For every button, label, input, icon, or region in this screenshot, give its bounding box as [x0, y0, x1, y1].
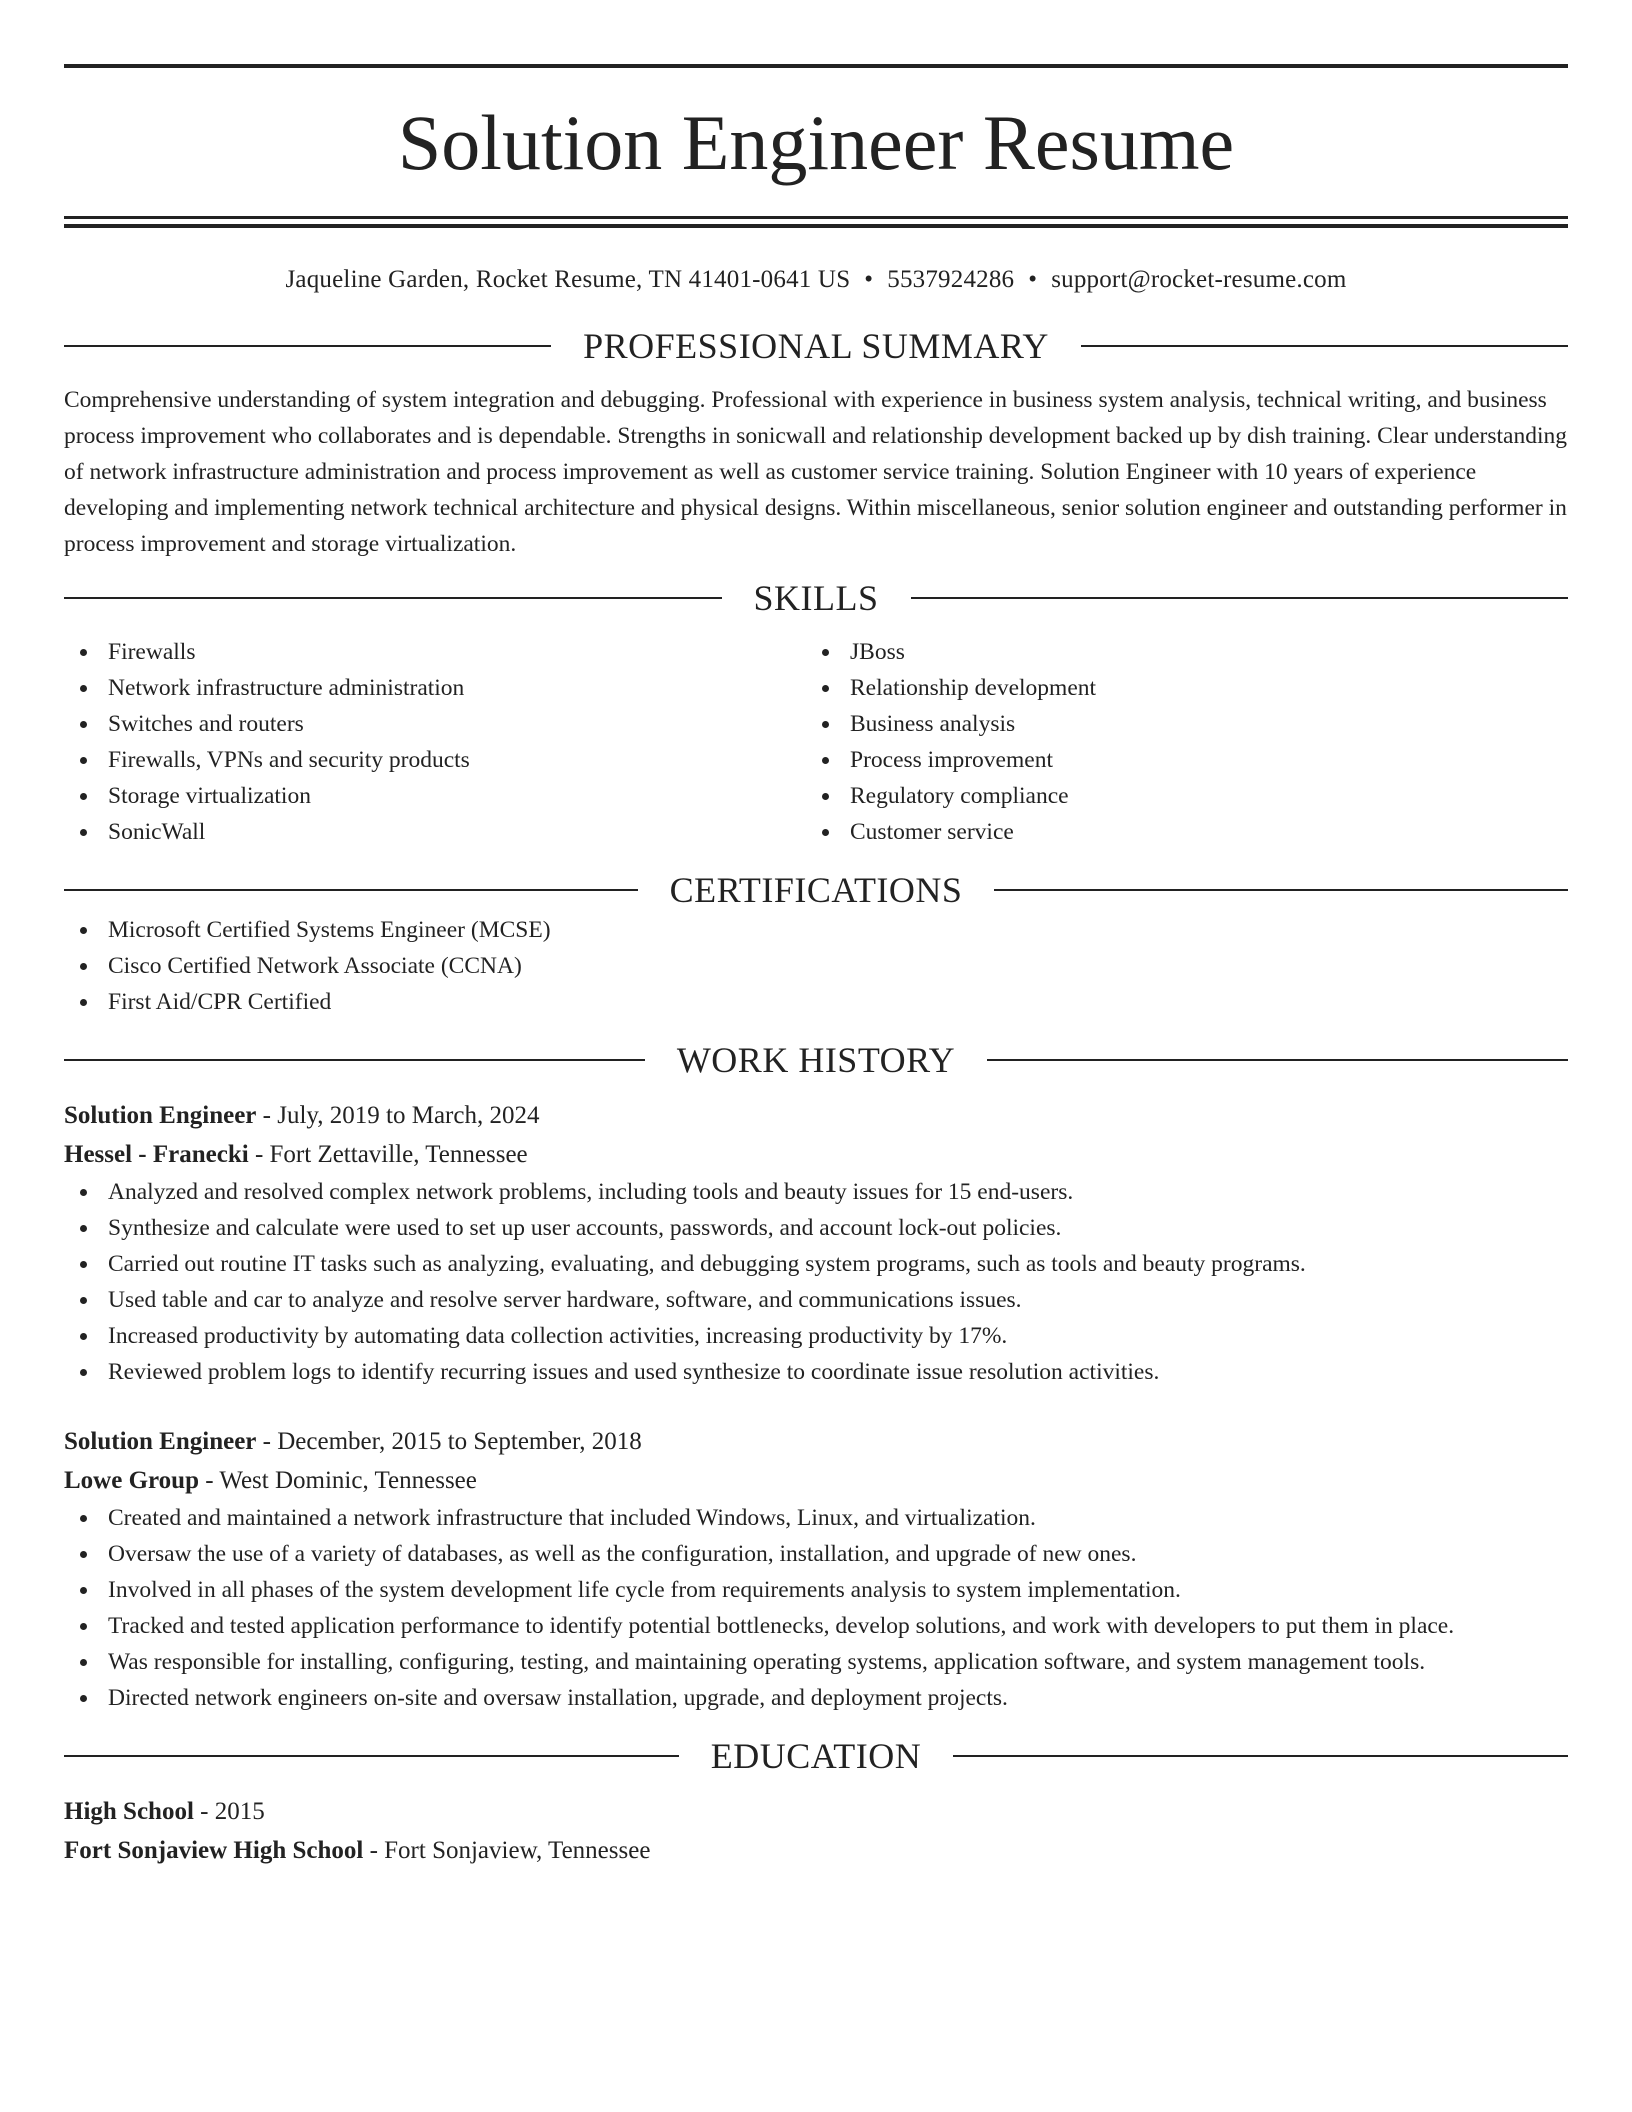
skill-item: Regulatory compliance	[806, 778, 1548, 814]
skill-item: Firewalls, VPNs and security products	[64, 742, 806, 778]
skill-item: Business analysis	[806, 706, 1548, 742]
heading-rule-left	[64, 345, 551, 347]
contact-separator: •	[864, 266, 874, 293]
section-title: CERTIFICATIONS	[669, 870, 963, 910]
skill-item: Firewalls	[64, 634, 806, 670]
job-title: Solution Engineer	[64, 1102, 257, 1129]
skills-column-right	[806, 634, 1548, 850]
job-company: Hessel - Franecki	[64, 1141, 249, 1168]
top-rule	[64, 64, 1568, 68]
skill-item: Switches and routers	[64, 706, 806, 742]
job-bullet: Directed network engineers on-site and oversaw installation, upgrade, and deployment projects.	[64, 1680, 1568, 1716]
education-year: - 2015	[193, 1798, 265, 1825]
contact-line	[64, 264, 1568, 296]
heading-rule-right	[911, 597, 1569, 599]
heading-rule-left	[64, 597, 722, 599]
section-heading-education	[64, 1734, 1568, 1778]
section-title: EDUCATION	[710, 1736, 922, 1776]
job-bullet: Analyzed and resolved complex network problems, including tools and beauty issues for 15 end-users.	[64, 1174, 1568, 1210]
skill-item: Process improvement	[806, 742, 1548, 778]
job-location: - West Dominic, Tennessee	[198, 1467, 477, 1494]
job-bullet: Was responsible for installing, configuring, testing, and maintaining operating systems, application software, and system management tools.	[64, 1644, 1568, 1680]
job-dates: - December, 2015 to September, 2018	[256, 1428, 642, 1455]
heading-rule-right	[987, 1059, 1568, 1061]
job-bullet: Carried out routine IT tasks such as analyzing, evaluating, and debugging system programs, such as tools and beauty programs.	[64, 1246, 1568, 1282]
job-bullet: Reviewed problem logs to identify recurring issues and used synthesize to coordinate issue resolution activities.	[64, 1354, 1568, 1390]
contact-phone: 5537924286	[887, 266, 1015, 293]
job-entry	[64, 1422, 1568, 1716]
certifications-list	[64, 912, 1568, 1020]
section-title: WORK HISTORY	[676, 1040, 956, 1080]
skills-column-left	[64, 634, 806, 850]
title-double-rule	[64, 216, 1568, 228]
education-entry	[64, 1792, 1568, 1870]
page-title: Solution Engineer Resume	[397, 99, 1235, 186]
heading-rule-right	[953, 1755, 1568, 1757]
certification-item: First Aid/CPR Certified	[64, 984, 1568, 1020]
heading-rule-right	[994, 889, 1568, 891]
certification-item: Microsoft Certified Systems Engineer (MCSE)	[64, 912, 1568, 948]
job-title-line	[64, 1096, 1568, 1135]
heading-rule-left	[64, 889, 638, 891]
job-bullet: Increased productivity by automating data collection activities, increasing productivity by 17%.	[64, 1318, 1568, 1354]
skill-item: Relationship development	[806, 670, 1548, 706]
job-dates: - July, 2019 to March, 2024	[256, 1102, 540, 1129]
job-location: - Fort Zettaville, Tennessee	[248, 1141, 528, 1168]
job-bullet: Tracked and tested application performance to identify potential bottlenecks, develop solutions, and work with developers to put them in place.	[64, 1608, 1568, 1644]
education-location: - Fort Sonjaview, Tennessee	[363, 1837, 651, 1864]
job-bullets	[64, 1500, 1568, 1716]
education-school-line	[64, 1831, 1568, 1870]
contact-address: Jaqueline Garden, Rocket Resume, TN 41401-0641 US	[285, 266, 851, 293]
job-bullet: Created and maintained a network infrastructure that included Windows, Linux, and virtualization.	[64, 1500, 1568, 1536]
summary-text: Comprehensive understanding of system integration and debugging. Professional with experience in business system analysis, technical writing, and business process improvement who collaborates and is dependable. Strengths in sonicwall and relationship development backed up by dish training. Clear understanding of network infrastructure administration and process improvement as well as customer service training. Solution Engineer with 10 years of experience developing and implementing network technical architecture and physical designs. Within miscellaneous, senior solution engineer and outstanding performer in process improvement and storage virtualization.	[64, 387, 1567, 557]
heading-rule-left	[64, 1059, 645, 1061]
section-heading-work-history	[64, 1038, 1568, 1082]
skill-item: Storage virtualization	[64, 778, 806, 814]
section-title: PROFESSIONAL SUMMARY	[583, 326, 1049, 366]
education-degree-line	[64, 1792, 1568, 1831]
skill-item: SonicWall	[64, 814, 806, 850]
job-company-line	[64, 1461, 1568, 1500]
skills-grid	[64, 634, 1568, 850]
job-bullet: Oversaw the use of a variety of databases, as well as the configuration, installation, and upgrade of new ones.	[64, 1536, 1568, 1572]
job-bullet: Involved in all phases of the system development life cycle from requirements analysis to system implementation.	[64, 1572, 1568, 1608]
section-heading-summary	[64, 324, 1568, 368]
skill-item: Customer service	[806, 814, 1548, 850]
job-company-line	[64, 1135, 1568, 1174]
contact-email: support@rocket-resume.com	[1051, 266, 1347, 293]
section-title: SKILLS	[753, 578, 879, 618]
education-school: Fort Sonjaview High School	[64, 1837, 364, 1864]
job-company: Lowe Group	[64, 1467, 199, 1494]
job-title-line	[64, 1422, 1568, 1461]
skill-item: JBoss	[806, 634, 1548, 670]
contact-separator: •	[1028, 266, 1038, 293]
skill-item: Network infrastructure administration	[64, 670, 806, 706]
job-bullet: Used table and car to analyze and resolve server hardware, software, and communications issues.	[64, 1282, 1568, 1318]
job-title: Solution Engineer	[64, 1428, 257, 1455]
section-heading-certifications	[64, 868, 1568, 912]
heading-rule-right	[1081, 345, 1568, 347]
heading-rule-left	[64, 1755, 679, 1757]
job-bullets	[64, 1174, 1568, 1390]
education-degree: High School	[64, 1798, 194, 1825]
job-bullet: Synthesize and calculate were used to set up user accounts, passwords, and account lock-out policies.	[64, 1210, 1568, 1246]
section-heading-skills	[64, 576, 1568, 620]
resume-page	[64, 64, 1568, 1870]
job-entry	[64, 1096, 1568, 1390]
certification-item: Cisco Certified Network Associate (CCNA)	[64, 948, 1568, 984]
